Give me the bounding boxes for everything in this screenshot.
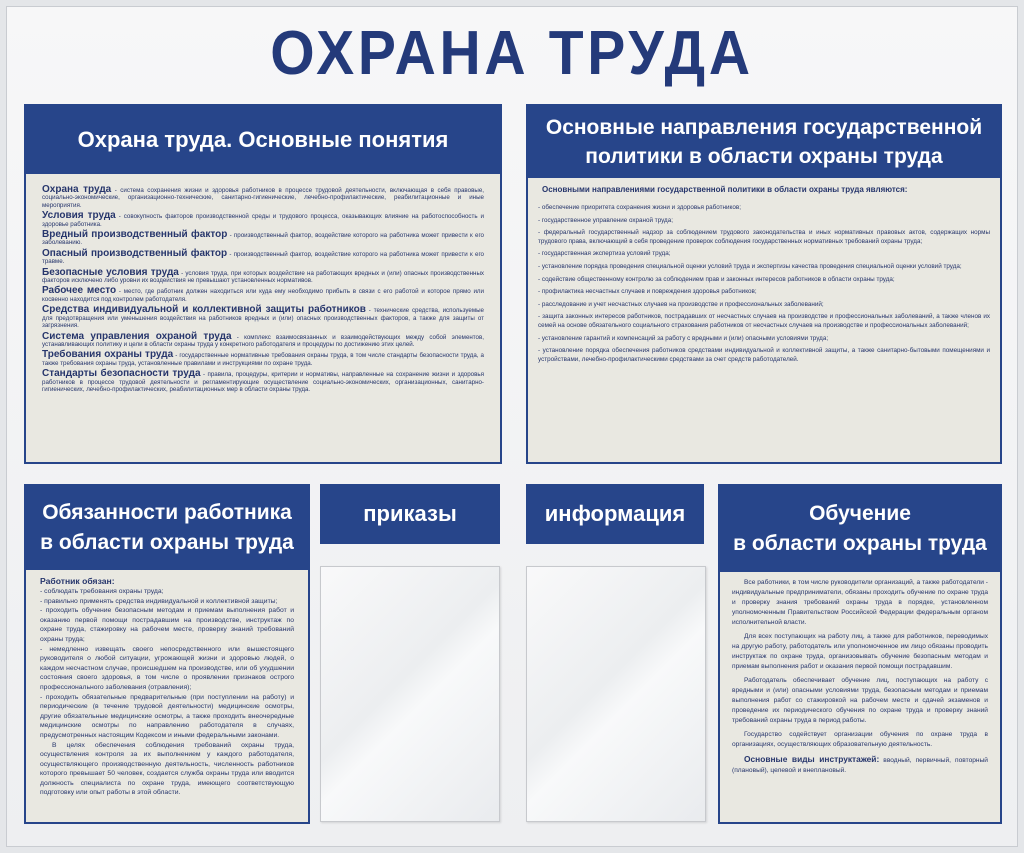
term-name: Безопасные условия труда: [42, 266, 179, 278]
training-paragraph: Все работники, в том числе руководители организаций, а также работодатели - индивидуальные предприниматели, обязаны проходить обучение по охране труда и проверку знания требований охраны труда в порядке, установленном уполномоченным Правительством Российской Федерации федеральным органом исполнительной власти.: [732, 579, 988, 626]
info-pocket-header: [526, 484, 704, 544]
training-paragraph: Работодатель обеспечивает обучение лиц, поступающих на работу с вредными и (или) опасными условиями труда, безопасным методам и приемам выполнения работ со стажировкой на рабочем месте и сдачей экзаменов и проведение их периодического обучения по охране труда и проверку знаний требований охраны труда в период работы.: [732, 677, 988, 724]
duty-item: - проходить обязательные предварительные (при поступлении на работу) и периодические (в течение трудовой деятельности) медицинские осмотры, другие обязательные медицинские осмотры, а также проходить внеочередные медицинские осмотры по направлению работодателя в случаях, предусмотренных настоящим Кодексом и иными федеральными законами.: [40, 693, 294, 739]
term-entry: [42, 306, 484, 329]
panel-state-policy: [526, 104, 1002, 464]
term-definition: - правила, процедуры, критерии и нормативы, направленные на сохранение жизни и здоровья работников в процессе трудовой деятельности и регламентирующие осуществление социально-экономических, организационных, санитарно-гигиенических, лечебно-профилактических, реабилитационных мер в области охраны труда.: [42, 371, 484, 393]
term-definition: - место, где работник должен находиться или куда ему необходимо прибыть в связи с его работой и которое прямо или косвенно находится под контролем работодателя.: [42, 288, 484, 303]
panel-basic-concepts-body: [26, 174, 500, 458]
duty-item: - правильно применять средства индивидуальной и коллективной защиты;: [40, 597, 278, 605]
term-definition: - комплекс взаимосвязанных и взаимодействующих между собой элементов, устанавливающих политику и цели в области охраны труда у конкретного работодателя и процедуры по достижению этих целей.: [42, 333, 485, 348]
term-definition: - система сохранения жизни и здоровья работников в процессе трудовой деятельности, включающая в себя правовые, социально-экономические, организационно-технические, санитарно-гигиенические, лечебно-профилактические, реабилитационные и иные мероприятия.: [42, 187, 484, 209]
term-entry: [42, 212, 484, 228]
term-entry: [42, 231, 484, 247]
duty-item: В целях обеспечения соблюдения требований охраны труда, осуществления контроля за их выполнением у каждого работодателя, осуществляющего производственную деятельность, численность работников которого превышает 50 человек, создается служба охраны труда или вводится должность специалиста по охране труда, имеющего соответствующую подготовку или опыт работы в этой области.: [40, 741, 294, 797]
policy-item: - обеспечение приоритета сохранения жизни и здоровья работников;: [538, 204, 741, 211]
term-entry: [42, 186, 484, 209]
term-name: Вредный производственный фактор: [42, 229, 228, 241]
term-name: Опасный производственный фактор: [42, 247, 228, 259]
term-name: Рабочее место: [42, 285, 117, 297]
info-pocket[interactable]: [526, 566, 706, 822]
duty-item: - проходить обучение безопасным методам и приемам выполнения работ и оказанию первой помощи пострадавшим на производстве, инструктаж по охране труда, стажировку на рабочем месте, проверку знаний требований охраны труда;: [40, 607, 294, 643]
panel-state-policy-title-line2: политики в области охраны труда: [585, 145, 943, 168]
policy-item: - профилактика несчастных случаев и повреждения здоровья работников;: [538, 288, 757, 296]
term-entry: [42, 330, 485, 349]
orders-pocket-header: [320, 484, 500, 544]
term-name: Условия труда: [42, 210, 116, 222]
panel-training-header: [720, 486, 1000, 572]
training-types-label: Основные виды инструктажей:: [744, 754, 880, 764]
term-name: Средства индивидуальной и коллективной защиты работников: [42, 304, 366, 316]
panel-state-policy-header: [528, 106, 1000, 178]
orders-pocket[interactable]: [320, 566, 500, 822]
policy-item: - федеральный государственный надзор за соблюдением трудового законодательства и иных нормативных правовых актов, содержащих нормы трудового права, включающий в себя проведение проверок соблюдения государственных нормативных требований охраны труда;: [538, 229, 990, 245]
term-entry: [42, 287, 484, 303]
term-name: Система управления охраной труда: [42, 330, 232, 342]
policy-item: - установление гарантий и компенсаций за работу с вредными и (или) опасными условиями труда;: [538, 334, 829, 342]
term-definition: - производственный фактор, воздействие которого на работника может привести к его травме.: [42, 250, 485, 266]
panel-employee-duties-title-line1: Обязанности работника: [42, 501, 292, 524]
term-entry: [42, 370, 484, 393]
panel-employee-duties-body: [26, 570, 308, 820]
panel-employee-duties: [24, 484, 310, 824]
term-name: Охрана труда: [42, 184, 112, 195]
panel-employee-duties-heading: Работник обязан:: [40, 576, 115, 586]
training-types: [732, 754, 988, 776]
panel-state-policy-intro: Основными направлениями государственной политики в области охраны труда являются:: [542, 185, 908, 194]
panel-employee-duties-title-line2: в области охраны труда: [40, 531, 294, 554]
policy-item: - установление порядка проведения специальной оценки условий труда и экспертизы качества проведения специальной оценки условий труда;: [538, 262, 962, 270]
term-definition: - производственный фактор, воздействие которого на работника может привести к его заболеванию.: [42, 232, 484, 247]
policy-item: - установление порядка обеспечения работников средствами индивидуальной и коллективной защиты, а также санитарно-бытовыми помещениями и устройствами, лечебно-профилактическими средствами за счет средств работодателей.: [538, 347, 990, 363]
term-name: Требования охраны труда: [42, 349, 174, 361]
training-paragraph: Для всех поступающих на работу лиц, а также для работников, переводимых на другую работу, работодатель или уполномоченное им лицо обязаны проводить инструктаж по охране труда, организовывать обучение безопасным методам и приемам выполнения работ и оказания первой помощи пострадавшим.: [732, 633, 988, 670]
panel-basic-concepts-title: Охрана труда. Основные понятия: [77, 127, 449, 152]
panel-basic-concepts: [24, 104, 502, 464]
training-paragraph: Государство содействует организации обучения по охране труда в организациях, осуществляющих образовательную деятельность.: [732, 731, 988, 748]
term-entry: [42, 351, 484, 367]
training-types-text: вводный, первичный, повторный (плановый), целевой и внеплановый.: [732, 757, 988, 774]
panel-training-title-line2: в области охраны труда: [733, 532, 987, 555]
term-definition: - условия труда, при которых воздействие на работающих вредных и (или) опасных производственных факторов исключено либо уровни их воздействия не превышают установленных нормативов.: [42, 269, 484, 285]
info-pocket-label: информация: [544, 501, 686, 526]
panel-state-policy-title-line1: Основные направления государственной: [545, 116, 983, 139]
panel-training-title-line1: Обучение: [809, 502, 911, 525]
panel-employee-duties-header: [26, 486, 308, 570]
panel-training-body: [720, 572, 1000, 820]
panel-training: [718, 484, 1002, 824]
policy-item: - содействие общественному контролю за соблюдением прав и законных интересов работников в области охраны труда;: [538, 275, 895, 283]
panel-basic-concepts-header: [26, 106, 500, 174]
term-definition: - государственные нормативные требования охраны труда, в том числе стандарты безопасности труда, а также требования охраны труда, установленные правилами и инструкциями по охране труда.: [42, 352, 484, 367]
duty-item: - немедленно извещать своего непосредственного или вышестоящего руководителя о любой ситуации, угрожающей жизни и здоровью людей, о каждом несчастном случае, происшедшем на производстве, или об ухудшении состояния своего здоровья, в том числе о проявлении признаков острого профессионального заболевания (отравления);: [40, 645, 294, 691]
policy-item: - расследование и учет несчастных случаев на производстве и профессиональных заболеваний;: [538, 300, 824, 308]
term-entry: [42, 266, 484, 285]
term-name: Стандарты безопасности труда: [42, 368, 201, 380]
panel-state-policy-body: [528, 178, 1000, 456]
orders-pocket-label: приказы: [363, 501, 457, 526]
duty-item: - соблюдать требования охраны труда;: [40, 588, 164, 595]
page-title: ОХРАНА ТРУДА: [270, 19, 754, 88]
policy-item: - государственная экспертиза условий труда;: [538, 250, 671, 258]
policy-item: - государственное управление охраной труда;: [538, 216, 673, 224]
term-definition: - совокупность факторов производственной среды и трудового процесса, оказывающих влияние на работоспособность и здоровье работника.: [42, 213, 484, 228]
policy-item: - защита законных интересов работников, пострадавших от несчастных случаев на производстве и профессиональных заболеваний, а также членов их семей на основе обязательного социального страхования работников от несчастных случаев на производстве и профессиональных заболеваний;: [538, 313, 990, 329]
term-definition: - технические средства, используемые для предотвращения или уменьшения воздействия на работников вредных и (или) опасных производственных факторов, а также для защиты от загрязнения.: [42, 307, 485, 330]
term-entry: [42, 247, 485, 266]
